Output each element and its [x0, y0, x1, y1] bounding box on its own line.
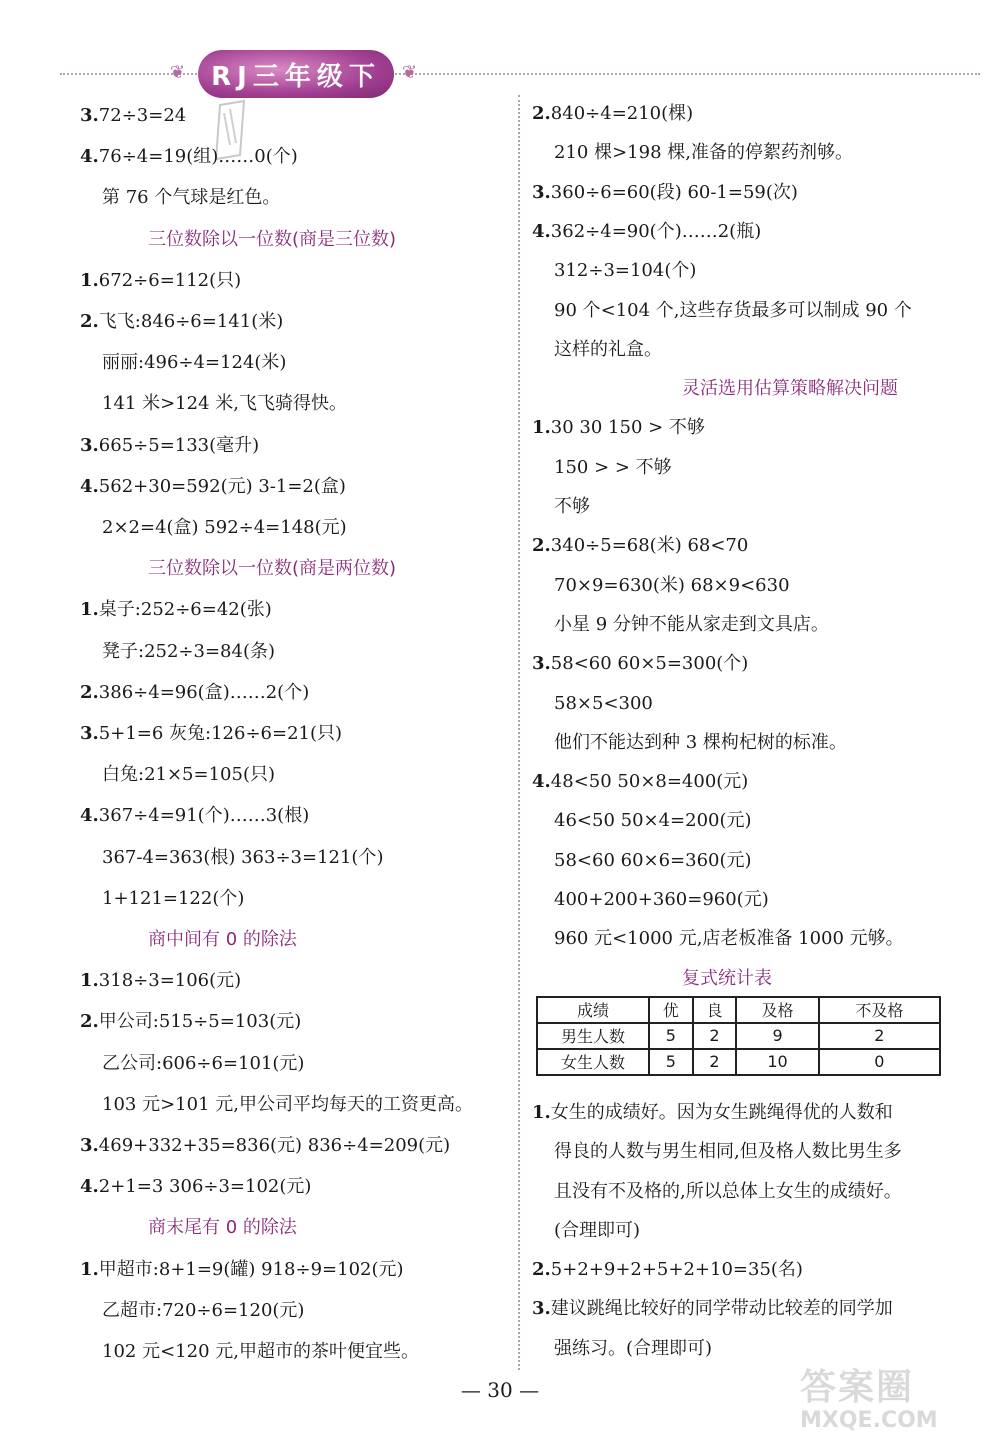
- section-heading: 商中间有 0 的除法: [148, 929, 297, 950]
- table-cell: 5: [649, 1049, 693, 1075]
- answer-text: 30 30 150 > 不够: [550, 417, 705, 439]
- section-heading: 复式统计表: [682, 967, 772, 989]
- answer-text: 女生的成绩好。因为女生跳绳得优的人数和: [550, 1101, 893, 1123]
- answer-continuation: 103 元>101 元,甲公司平均每天的工资更高。: [102, 1093, 473, 1115]
- question-number: 4.: [80, 805, 99, 827]
- watermark-url: MXQE.COM: [800, 1408, 938, 1433]
- table-cell: 良: [693, 997, 737, 1023]
- answer-continuation: 小星 9 分钟不能从家走到文具店。: [554, 613, 829, 635]
- answer-text: 甲超市:8+1=9(罐) 918÷9=102(元): [98, 1258, 404, 1280]
- answer-line: [80, 598, 272, 622]
- answer-line: [532, 416, 705, 440]
- question-number: 3.: [532, 653, 551, 675]
- question-number: 4.: [80, 146, 99, 168]
- table-cell: 成绩: [537, 997, 649, 1023]
- table-cell: 0: [819, 1049, 940, 1075]
- table-cell: 男生人数: [537, 1023, 649, 1049]
- answer-line: [80, 434, 259, 458]
- table-cell: 10: [736, 1049, 818, 1075]
- answer-continuation: 得良的人数与男生相同,但及格人数比男生多: [554, 1141, 902, 1163]
- answer-continuation: 141 米>124 米,飞飞骑得快。: [102, 393, 347, 415]
- answer-text: 甲公司:515÷5=103(元): [98, 1011, 302, 1033]
- table-row: [537, 1049, 940, 1075]
- answer-text: 桌子:252÷6=42(张): [98, 599, 272, 621]
- answer-text: 360÷6=60(段) 60-1=59(次): [550, 181, 798, 203]
- question-number: 3.: [532, 181, 551, 203]
- answer-line: [532, 1297, 893, 1321]
- answer-text: 340÷5=68(米) 68<70: [550, 535, 749, 557]
- answer-text: 840÷4=210(棵): [550, 103, 694, 124]
- section-heading: 三位数除以一位数(商是两位数): [148, 558, 397, 580]
- section-heading: 三位数除以一位数(商是三位数): [148, 228, 397, 250]
- question-number: 3.: [80, 723, 99, 744]
- answer-line: [80, 722, 342, 746]
- answer-continuation: 不够: [554, 496, 590, 517]
- answer-text: 469+332+35=836(元) 836÷4=209(元): [98, 1135, 451, 1156]
- page-number: — 30 —: [460, 1378, 540, 1402]
- answer-continuation: 210 棵>198 棵,准备的停絮药剂够。: [554, 142, 853, 164]
- question-number: 2.: [532, 103, 551, 124]
- answer-line: [80, 475, 346, 499]
- answer-line: [80, 1175, 311, 1199]
- section-heading: 商末尾有 0 的除法: [148, 1217, 297, 1239]
- question-number: 2.: [532, 1259, 551, 1281]
- answer-line: [532, 652, 748, 676]
- answer-text: 5+1=6 灰兔:126÷6=21(只): [98, 723, 343, 744]
- answer-line: [532, 102, 693, 126]
- watermark: [800, 1368, 990, 1438]
- answer-line: [80, 269, 241, 293]
- question-number: 2.: [80, 311, 99, 332]
- answer-line: [80, 681, 309, 705]
- answer-continuation: (合理即可): [554, 1219, 641, 1241]
- answer-continuation: 58×5<300: [554, 692, 653, 714]
- answer-text: 562+30=592(元) 3-1=2(盒): [98, 475, 346, 497]
- answer-continuation: 乙超市:720÷6=120(元): [102, 1299, 305, 1321]
- answer-continuation: 白兔:21×5=105(只): [102, 764, 275, 786]
- answer-continuation: 150 > > 不够: [554, 456, 672, 478]
- answer-line: [80, 969, 241, 993]
- answer-text: 48<50 50×8=400(元): [550, 771, 749, 793]
- answer-line: [80, 804, 309, 828]
- answer-text: 367÷4=91(个)……3(根): [98, 805, 310, 827]
- answer-text: 58<60 60×5=300(个): [550, 653, 749, 675]
- answer-line: [80, 1010, 301, 1034]
- question-number: 2.: [532, 535, 551, 557]
- answer-continuation: 第 76 个气球是红色。: [102, 187, 281, 209]
- table-cell: 2: [693, 1049, 737, 1075]
- answer-continuation: 102 元<120 元,甲超市的茶叶便宜些。: [102, 1341, 419, 1362]
- answer-text: 5+2+9+2+5+2+10=35(名): [550, 1259, 803, 1281]
- table-header-row: [537, 997, 940, 1023]
- answer-text: 72÷3=24: [98, 105, 187, 126]
- table-cell: 女生人数: [537, 1049, 649, 1075]
- answer-line: [80, 310, 283, 334]
- answer-continuation: 70×9=630(米) 68×9<630: [554, 574, 790, 596]
- question-number: 1.: [80, 1258, 99, 1280]
- table-cell: 5: [649, 1023, 693, 1049]
- question-number: 4.: [80, 475, 99, 497]
- question-number: 2.: [80, 681, 99, 703]
- answer-text: 665÷5=133(毫升): [98, 434, 260, 456]
- table-cell: 2: [819, 1023, 940, 1049]
- watermark-logo: 答案圈: [800, 1367, 915, 1408]
- answer-text: 76÷4=19(组)……0(个): [98, 146, 298, 168]
- question-number: 1.: [80, 970, 99, 992]
- question-number: 3.: [80, 105, 99, 126]
- answer-line: [532, 770, 748, 794]
- answer-text: 362÷4=90(个)……2(瓶): [550, 220, 762, 242]
- table-cell: 及格: [736, 997, 818, 1023]
- answer-continuation: 且没有不及格的,所以总体上女生的成绩好。: [554, 1180, 902, 1202]
- question-number: 1.: [80, 599, 99, 621]
- question-number: 3.: [80, 1135, 99, 1156]
- question-number: 4.: [532, 771, 551, 793]
- answer-continuation: 367-4=363(根) 363÷3=121(个): [102, 846, 384, 868]
- answer-line: [532, 1258, 803, 1282]
- answer-continuation: 46<50 50×4=200(元): [554, 810, 752, 832]
- right-flourish-icon: ❦: [402, 62, 418, 83]
- answer-continuation: 2×2=4(盒) 592÷4=148(元): [102, 517, 347, 538]
- answer-continuation: 这样的礼盒。: [554, 338, 662, 360]
- question-number: 2.: [80, 1011, 99, 1033]
- question-number: 1.: [532, 417, 551, 439]
- question-number: 3.: [80, 434, 99, 456]
- answer-continuation: 58<60 60×6=360(元): [554, 849, 752, 871]
- table-row: [537, 1023, 940, 1049]
- answer-text: 672÷6=112(只): [98, 269, 242, 291]
- table-cell: 不及格: [819, 997, 940, 1023]
- answer-continuation: 丽丽:496÷4=124(米): [102, 352, 287, 374]
- answer-continuation: 强练习。(合理即可): [554, 1337, 713, 1359]
- question-number: 4.: [80, 1176, 99, 1198]
- answer-continuation: 凳子:252÷3=84(条): [102, 640, 275, 662]
- table-cell: 2: [693, 1023, 737, 1049]
- answer-line: [80, 104, 186, 128]
- column-divider: [518, 95, 520, 1370]
- answer-continuation: 400+200+360=960(元): [554, 889, 769, 910]
- answer-line: [532, 220, 761, 244]
- answer-line: [532, 1101, 893, 1125]
- answer-line: [80, 1134, 450, 1158]
- answer-continuation: 乙公司:606÷6=101(元): [102, 1052, 305, 1074]
- section-heading: 灵活选用估算策略解决问题: [682, 378, 898, 400]
- table-cell: 优: [649, 997, 693, 1023]
- answer-continuation: 90 个<104 个,这些存货最多可以制成 90 个: [554, 299, 912, 321]
- answer-line: [532, 181, 798, 205]
- answer-continuation: 960 元<1000 元,店老板准备 1000 元够。: [554, 928, 904, 950]
- answer-text: 建议跳绳比较好的同学带动比较差的同学加: [550, 1298, 893, 1320]
- answer-text: 飞飞:846÷6=141(米): [98, 311, 284, 332]
- table-cell: 9: [736, 1023, 818, 1049]
- answer-line: [532, 534, 748, 558]
- answer-line: [80, 1258, 404, 1282]
- grade-badge: RJ三年级下: [198, 50, 394, 98]
- question-number: 3.: [532, 1298, 551, 1320]
- answer-text: 2+1=3 306÷3=102(元): [98, 1176, 312, 1198]
- score-stats-table: [536, 996, 941, 1076]
- answer-line: [80, 145, 298, 169]
- left-flourish-icon: ❦: [170, 62, 186, 83]
- question-number: 1.: [532, 1101, 551, 1123]
- answer-continuation: 1+121=122(个): [102, 887, 245, 909]
- question-number: 1.: [80, 269, 99, 291]
- answer-continuation: 312÷3=104(个): [554, 260, 697, 282]
- answer-text: 386÷4=96(盒)……2(个): [98, 681, 310, 703]
- answer-continuation: 他们不能达到种 3 棵枸杞树的标准。: [554, 731, 847, 753]
- answer-text: 318÷3=106(元): [98, 970, 242, 992]
- question-number: 4.: [532, 220, 551, 242]
